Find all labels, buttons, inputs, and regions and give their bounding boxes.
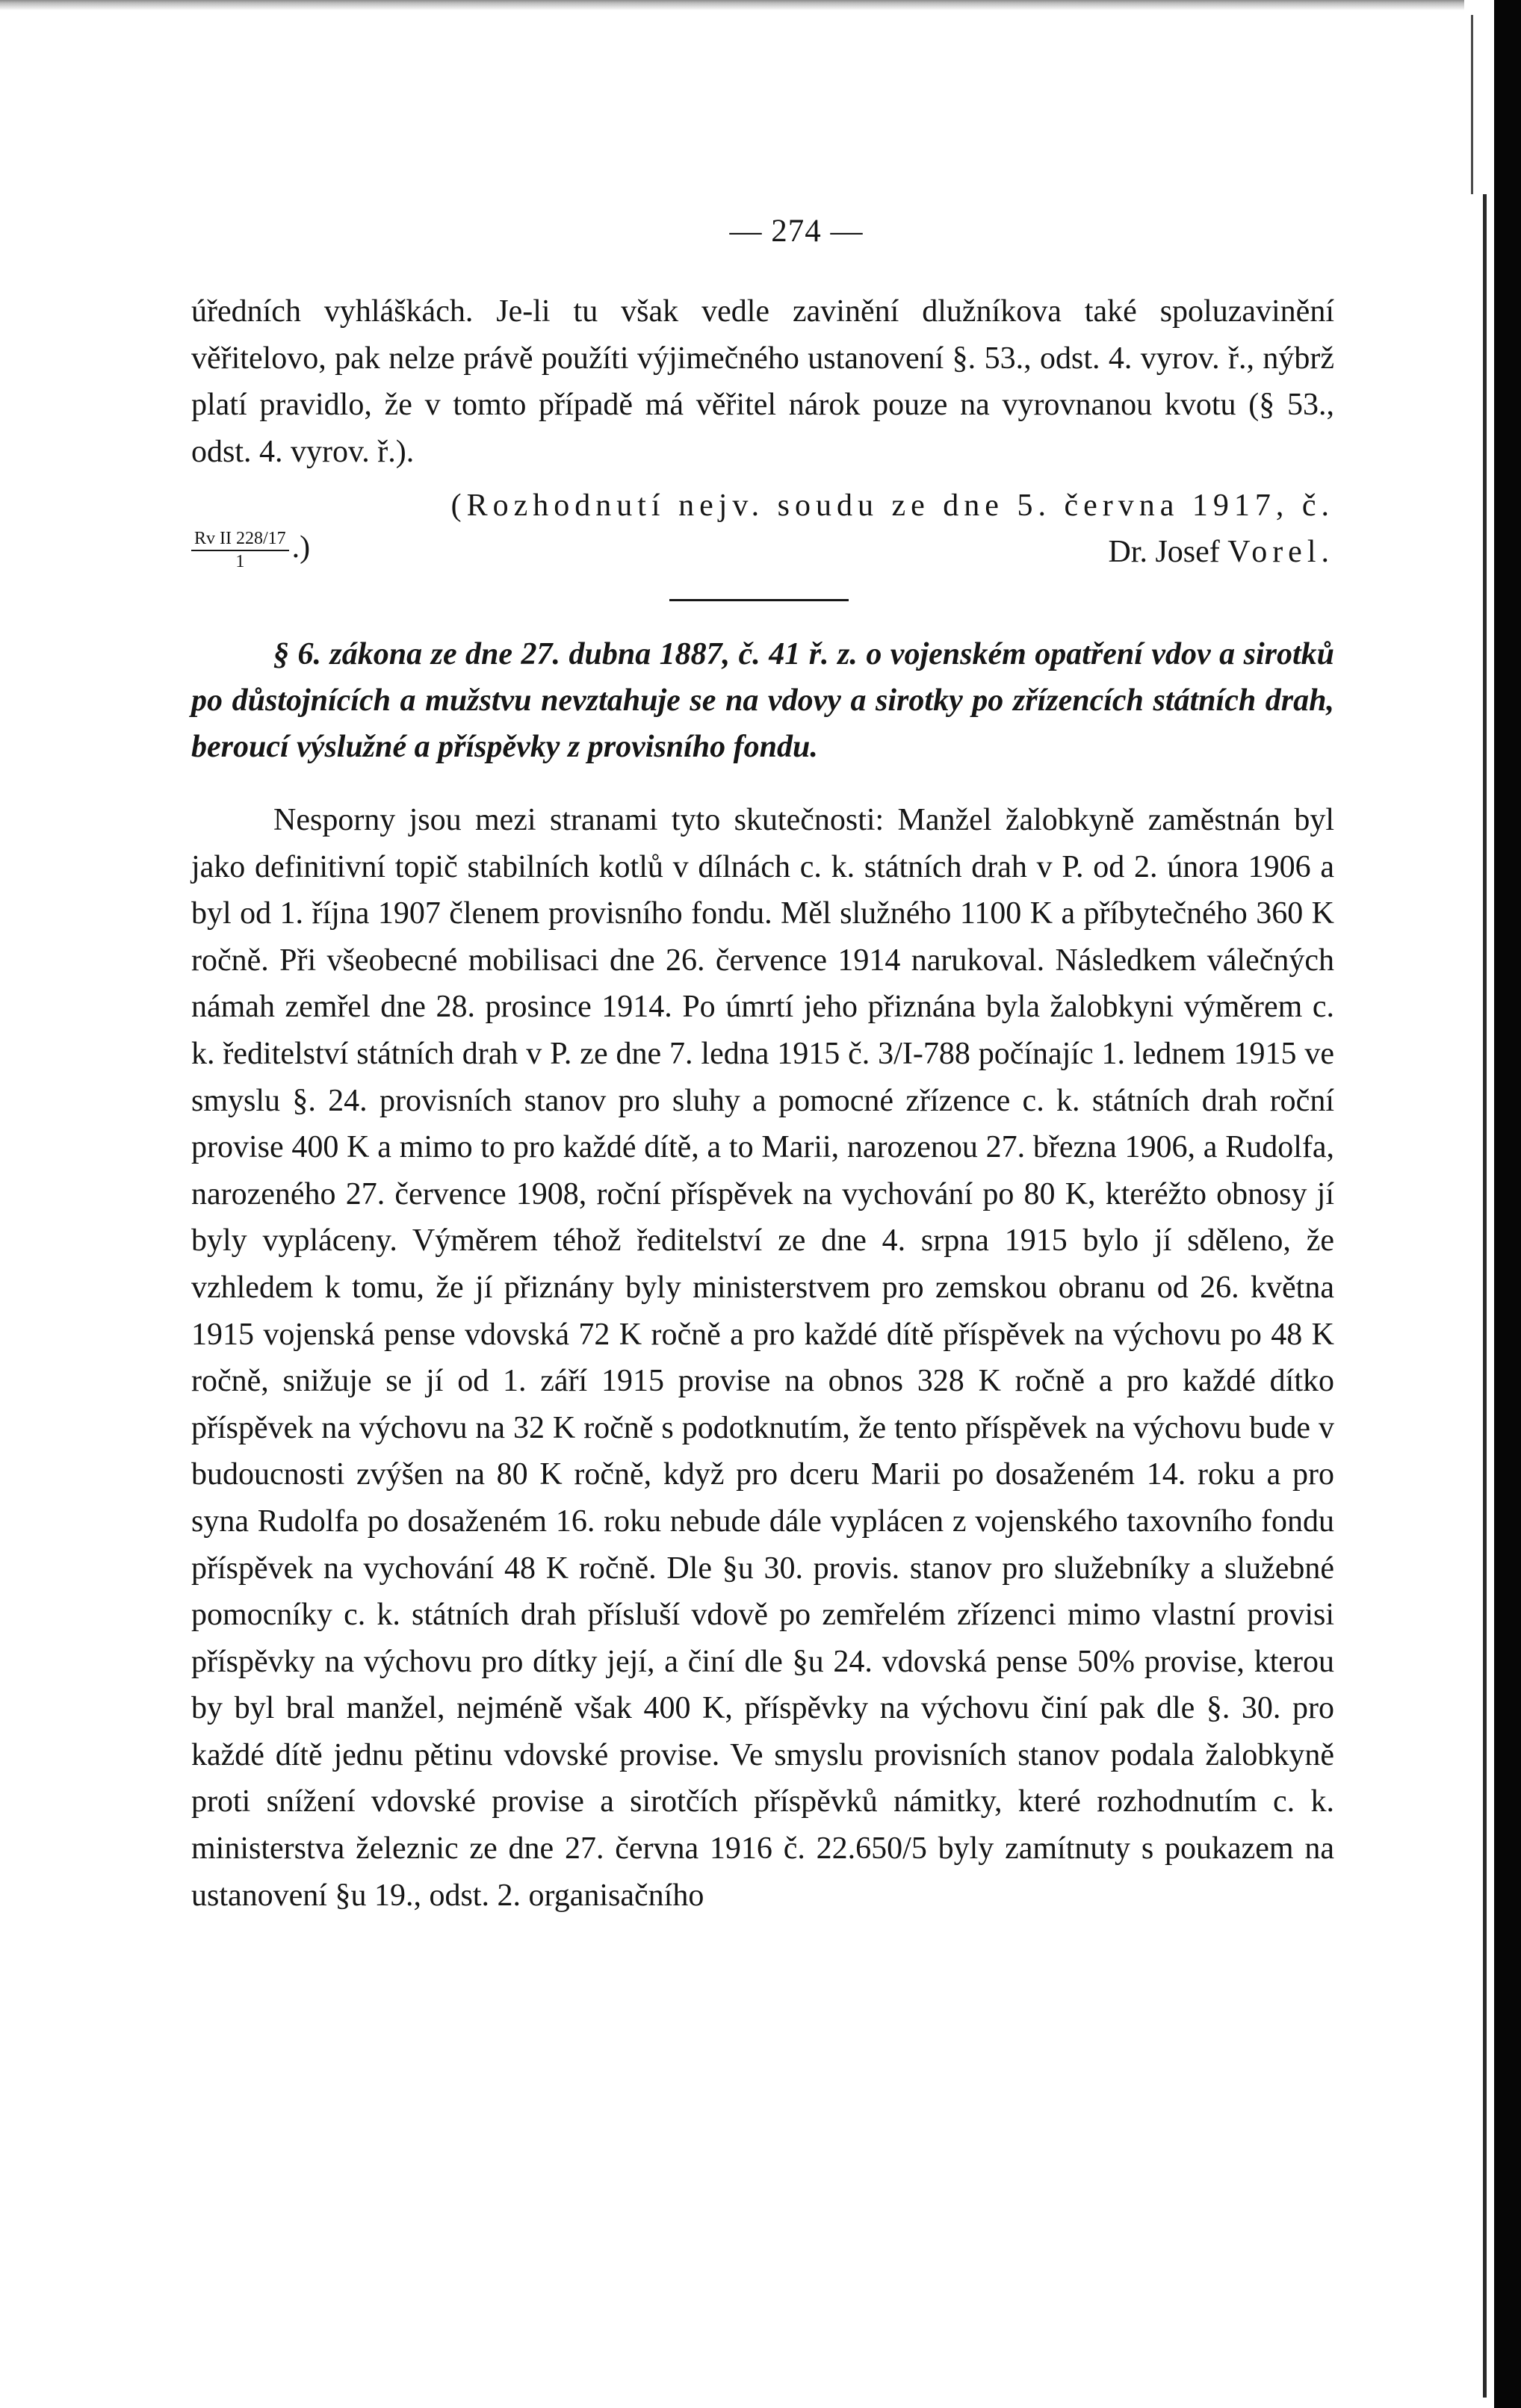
scan-top-edge (0, 0, 1464, 10)
author-signature (1108, 529, 1334, 575)
case-reference (191, 529, 378, 571)
case-ref-denominator: 1 (235, 552, 245, 571)
section-heading (191, 631, 1334, 770)
main-paragraph-text: Nesporny jsou mezi stranami tyto skutečnosti: Manžel žalobkyně zaměstnán byl jako definitivní topič stabilních kotlů v dílnách c. k. státních drah v P. od 2. února 1906 a byl od 1. října 1907 členem provisního fondu. Měl služného 1100 K a příbytečného 360 K ročně. Při všeobecné mobilisaci dne 26. července 1914 narukoval. Následkem válečných námah zemřel dne 28. prosince 1914. Po úmrtí jeho přiznána byla žalobkyni výměrem c. k. ředitelství státních drah v P. ze dne 7. ledna 1915 č. 3/I-788 počínajíc 1. lednem 1915 ve smyslu §. 24. provisních stanov pro sluhy a pomocné zřízence c. k. státních drah roční provise 400 K a mimo to pro každé dítě, a to Marii, narozenou 27. března 1906, a Rudolfa, narozeného 27. července 1908, roční příspěvek na vychování po 80 K, kteréžto obnosy jí byly vypláceny. Výměrem téhož ředitelství ze dne 4. srpna 1915 bylo jí sděleno, že vzhledem k tomu, že jí přiznány byly ministerstvem pro zemskou obranu od 26. května 1915 vojenská pense vdovská 72 K ročně a pro každé dítě příspěvek na výchovu po 48 K ročně, snižuje se jí od 1. září 1915 provise na obnos 328 K ročně a pro každé dítko příspěvek na výchovu na 32 K ročně s podotknutím, že tento příspěvek na výchovu bude v budoucnosti zvýšen na 80 K ročně, když pro dceru Marii po dosaženém 14. roku a pro syna Rudolfa po dosaženém 16. roku nebude dále vyplácen z vojenského taxovního fondu příspěvek na vychování 48 K ročně. Dle §u 30. provis. stanov pro služebníky a služebné pomocníky c. k. státních drah přísluší vdově po zemřelém zřízenci mimo vlastní provisi příspěvky na výchovu pro dítky její, a činí dle §u 24. vdovská pense 50% provise, kterou by byl bral manžel, nejméně však 400 K, příspěvky na výchovu činí pak dle §. 30. pro každé dítě jednu pětinu vdovské provise. Ve smyslu provisních stanov podala žalobkyně proti snížení vdovské provise a sirotčích příspěvků námitky, které rozhodnutím c. k. ministerstva železnic ze dne 27. června 1916 č. 22.650/5 byly zamítnuty s poukazem na ustanovení §u 19., odst. 2. organisačního (191, 803, 1334, 1913)
intro-paragraph: úředních vyhláškách. Je-li tu však vedle zavinění dlužníkova také spoluzavinění věřitelovo, pak nelze právě použíti výjimečného ustanovení §. 53., odst. 4. vyrov. ř., nýbrž platí pravidlo, že v tomto případě má věřitel nárok pouze na vyrovnanou kvotu (§ 53., odst. 4. vyrov. ř.). (191, 294, 1334, 469)
heading-text: § 6. zákona ze dne 27. dubna 1887, č. 41 ř. z. o vojenském opatření vdov a sirotků po důstojnících a mužstvu nevztahuje se na vdovy a sirotky po zřízencích státních drah, beroucí výslužné a příspěvky z provisního fondu. (191, 637, 1334, 764)
case-ref-numerator: Rv II 228/17 (191, 529, 289, 551)
case-fraction (191, 529, 289, 571)
decision-citation (191, 482, 1334, 529)
scan-binding-shadow (1483, 194, 1487, 2398)
case-ref-close: .) (291, 530, 311, 565)
scan-binding-shadow-upper (1471, 15, 1473, 194)
document-page (191, 209, 1334, 1919)
section-divider (669, 599, 849, 601)
decision-reference-row (191, 529, 1334, 578)
signature-surname: Vorel. (1227, 535, 1334, 569)
decision-block (191, 482, 1334, 578)
main-paragraph (191, 797, 1334, 1919)
scan-right-border (1494, 0, 1521, 2408)
page-number: — 274 — (729, 214, 864, 249)
signature-title: Dr. Josef (1108, 535, 1220, 569)
decision-label: (Rozhodnutí nejv. soudu ze dne 5. června 1917, č. (450, 488, 1334, 523)
